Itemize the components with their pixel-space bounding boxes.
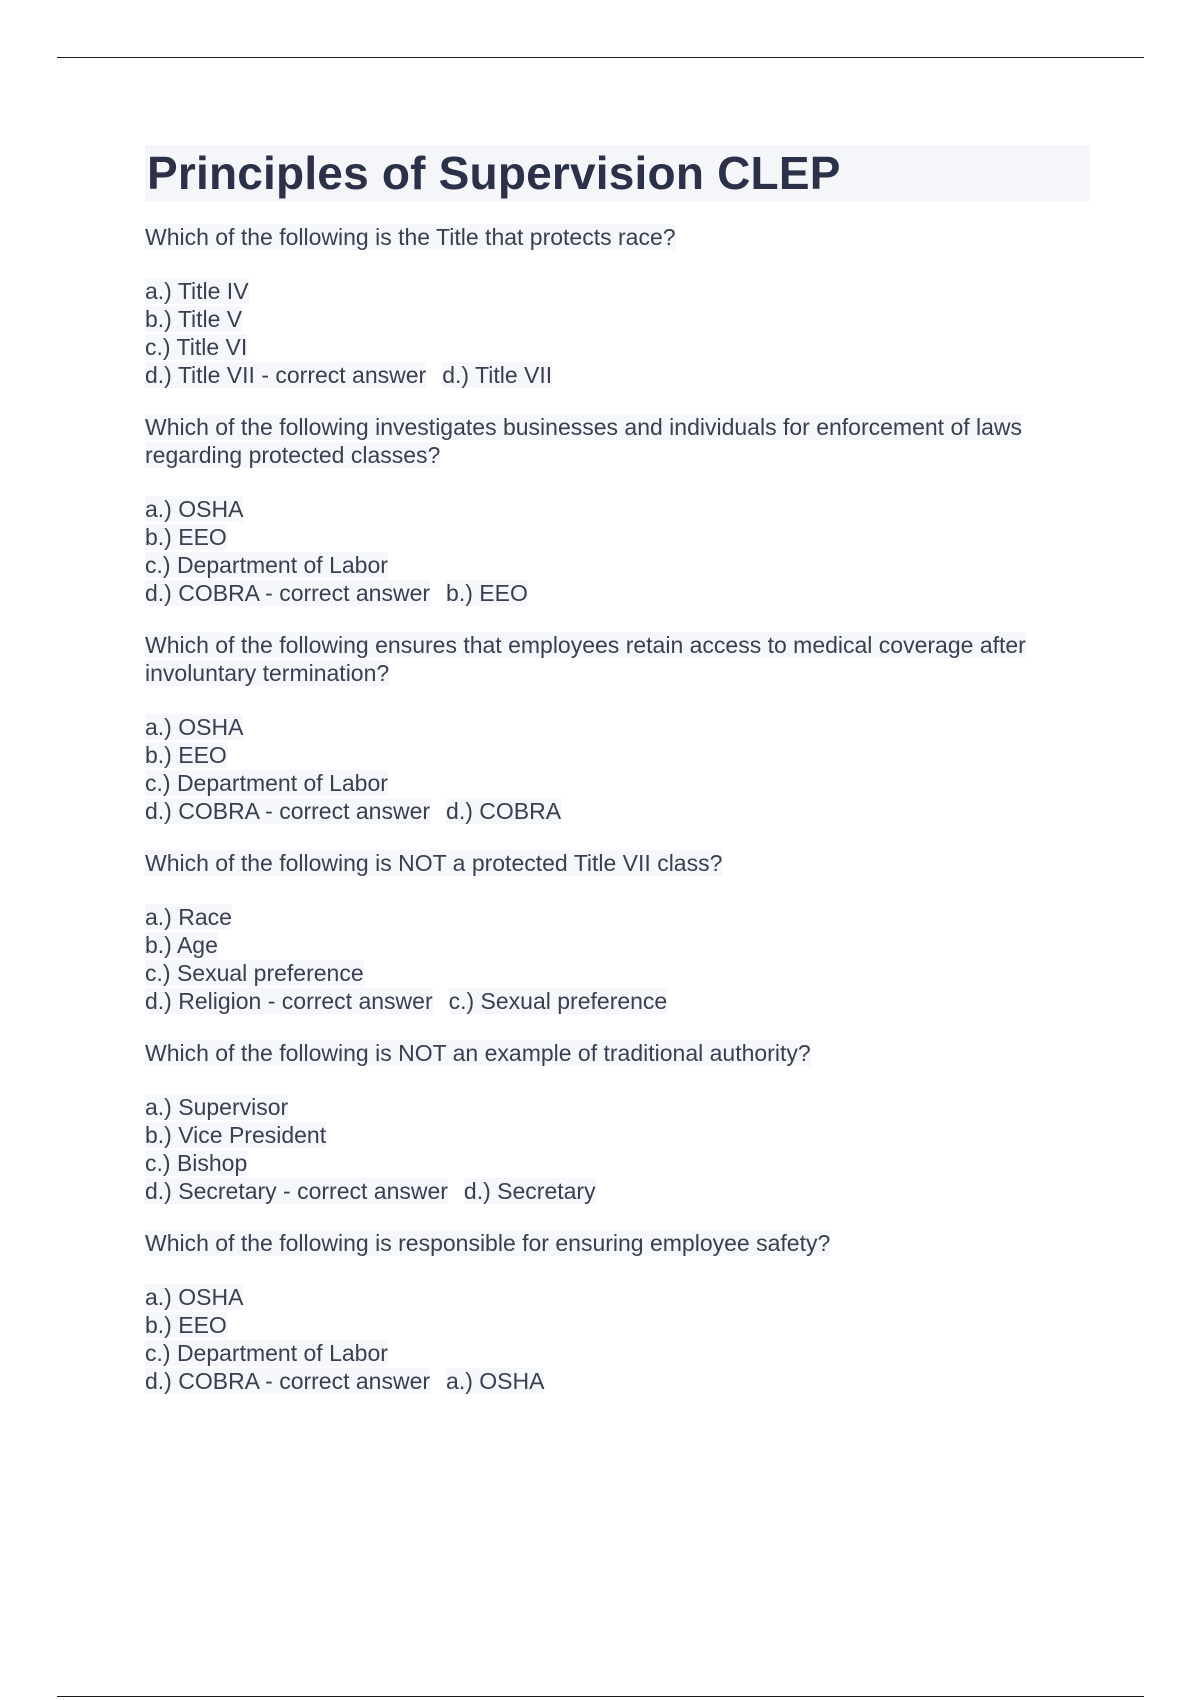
option-c: c.) Sexual preference xyxy=(145,960,364,986)
option-d: d.) COBRA - correct answer xyxy=(145,1368,431,1394)
option-c: c.) Bishop xyxy=(145,1150,248,1176)
question-block-5 xyxy=(145,1039,1090,1205)
option-c: c.) Department of Labor xyxy=(145,552,388,578)
option-b: b.) EEO xyxy=(145,742,227,768)
question-text: Which of the following investigates businesses and individuals for enforcement of laws regarding protected classes? xyxy=(145,414,1023,468)
option-d: d.) Religion - correct answer xyxy=(145,988,433,1014)
option-d-with-answer xyxy=(145,1367,1090,1395)
top-rule xyxy=(57,57,1144,58)
option-d-with-answer xyxy=(145,987,1090,1015)
option-a: a.) Supervisor xyxy=(145,1094,289,1120)
option-b: b.) EEO xyxy=(145,524,227,550)
question-block-2 xyxy=(145,413,1090,607)
question-text: Which of the following is the Title that protects race? xyxy=(145,224,676,250)
question-block-3 xyxy=(145,631,1090,825)
question-text: Which of the following is NOT a protected Title VII class? xyxy=(145,850,723,876)
option-c: c.) Department of Labor xyxy=(145,1340,388,1366)
option-d-with-answer xyxy=(145,1177,1090,1205)
option-a: a.) Race xyxy=(145,904,232,930)
correct-answer: b.) EEO xyxy=(446,580,528,606)
option-b: b.) Vice President xyxy=(145,1122,327,1148)
option-a: a.) Title IV xyxy=(145,278,249,304)
option-d-with-answer xyxy=(145,797,1090,825)
correct-answer: c.) Sexual preference xyxy=(448,988,668,1014)
correct-answer: d.) COBRA xyxy=(446,798,562,824)
option-c: c.) Department of Labor xyxy=(145,770,388,796)
document-body xyxy=(145,145,1090,1419)
question-text: Which of the following is NOT an example of traditional authority? xyxy=(145,1040,811,1066)
option-d: d.) Title VII - correct answer xyxy=(145,362,427,388)
option-d-with-answer xyxy=(145,361,1090,389)
option-d: d.) Secretary - correct answer xyxy=(145,1178,448,1204)
option-a: a.) OSHA xyxy=(145,1284,244,1310)
option-b: b.) Age xyxy=(145,932,218,958)
option-a: a.) OSHA xyxy=(145,496,244,522)
option-d: d.) COBRA - correct answer xyxy=(145,798,431,824)
page-title: Principles of Supervision CLEP xyxy=(145,145,1090,201)
correct-answer: a.) OSHA xyxy=(446,1368,545,1394)
question-block-4 xyxy=(145,849,1090,1015)
option-d: d.) COBRA - correct answer xyxy=(145,580,431,606)
option-b: b.) EEO xyxy=(145,1312,227,1338)
option-a: a.) OSHA xyxy=(145,714,244,740)
question-block-1 xyxy=(145,223,1090,389)
option-c: c.) Title VI xyxy=(145,334,248,360)
option-d-with-answer xyxy=(145,579,1090,607)
question-text: Which of the following ensures that employees retain access to medical coverage after involuntary termination? xyxy=(145,632,1026,686)
question-block-6 xyxy=(145,1229,1090,1395)
bottom-rule xyxy=(57,1696,1144,1697)
option-b: b.) Title V xyxy=(145,306,243,332)
correct-answer: d.) Title VII xyxy=(442,362,553,388)
correct-answer: d.) Secretary xyxy=(463,1178,596,1204)
question-text: Which of the following is responsible for ensuring employee safety? xyxy=(145,1230,831,1256)
